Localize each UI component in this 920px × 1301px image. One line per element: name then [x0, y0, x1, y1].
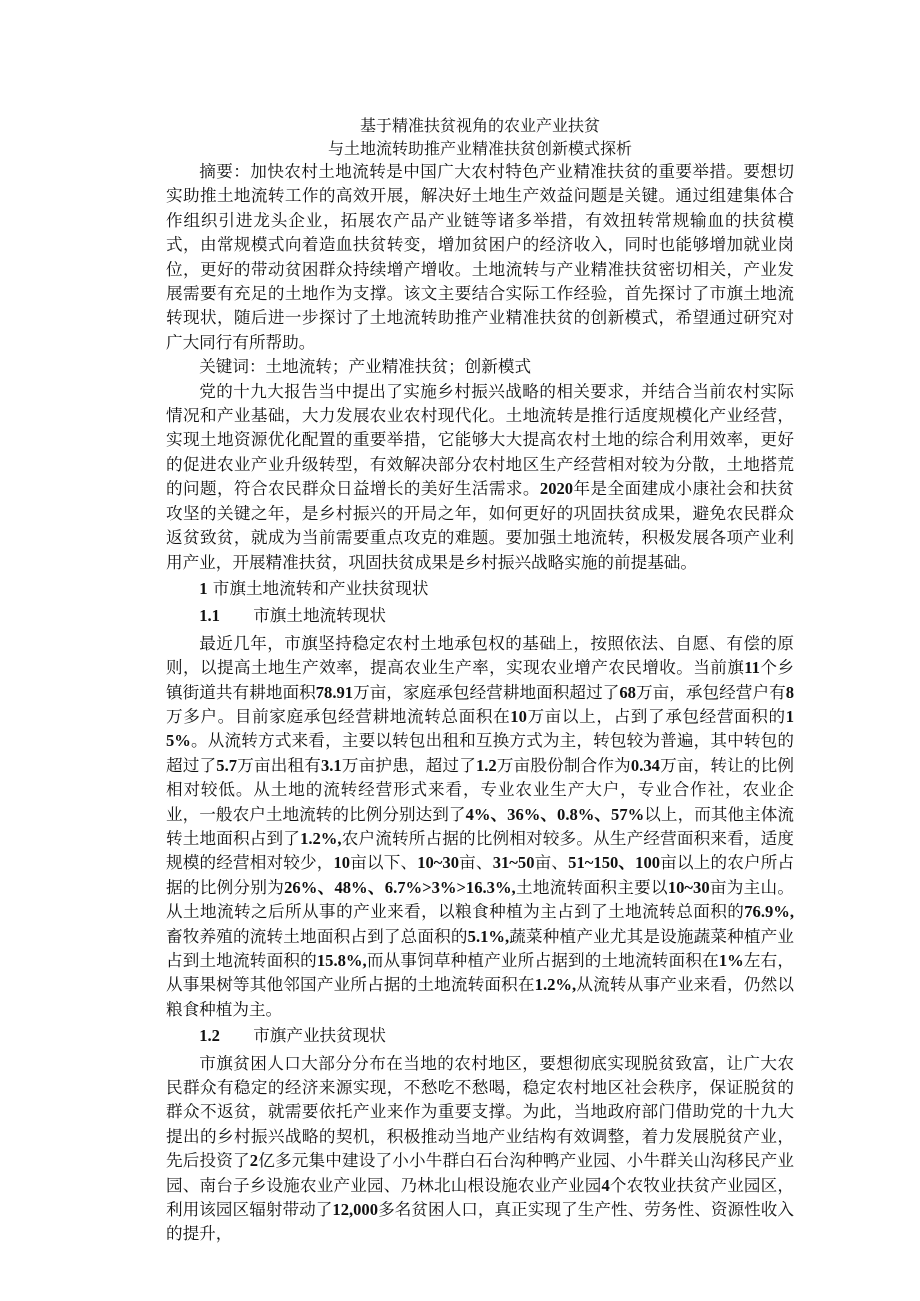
- section-1-1-figure: 1%: [718, 951, 744, 970]
- section-1-title: 市旗土地流转和产业扶贫现状: [212, 578, 429, 598]
- section-1-1-figure: 5.7: [216, 755, 238, 775]
- section-1-1-text: 万亩股份制合作为: [496, 755, 631, 775]
- section-1-1-text: 万亩，承包经营户有: [635, 682, 786, 702]
- section-1-1-figure: 1.2%,: [534, 975, 577, 995]
- section-1-2-text: 个农牧业扶贫产业园区，利用该园区辐射带动了: [166, 1175, 795, 1220]
- section-1-1-heading: [166, 604, 794, 628]
- section-1-1-text: 亩、: [534, 853, 569, 873]
- intro-text-2: 年是全面建成小康社会和扶贫攻坚的关键之年，是乡村振兴的开局之年，如何更好的巩固扶贫成果，避免农民群众返贫致贫，就成为当前需要重点攻克的难题。要加强土地流转，积极发展各项产业利用产业，开展精准扶贫，巩固扶贫成果是乡村振兴战略实施的前提基础。: [166, 479, 795, 572]
- section-1-1-figure: 10: [333, 853, 351, 873]
- section-1-1-text: 亩为主山。从土地流转之后所从事的产业来看，以粮食种植为主占到了土地流转总面积的: [166, 877, 795, 922]
- section-1-1-text: 土地流转面积主要以: [515, 877, 668, 897]
- section-1-2-figure: 4: [601, 1175, 610, 1195]
- section-1-number: 1: [199, 578, 208, 598]
- section-1-1-title: 市旗土地流转现状: [253, 606, 386, 626]
- section-1-1-figure: 8: [785, 682, 795, 702]
- section-1-1-text: 农户流转所占据的比例相对较多。从生产经营面积来看，适度规模的经营相对较少，: [166, 828, 795, 873]
- section-1-1-text: 畜牧养殖的流转土地面积占到了总面积的: [166, 926, 468, 946]
- section-1-1-figure: 3.1: [320, 755, 342, 775]
- section-1-2-figure: 12,000: [332, 1200, 379, 1220]
- section-1-1-figure: 26%、48%、6.7%>3%>16.3%,: [284, 877, 516, 897]
- intro-paragraph: [166, 380, 794, 575]
- section-1-1-text: 万多户。目前家庭承包经营耕地流转总面积在: [166, 706, 511, 726]
- section-1-1-text: 从流转从事产业来看，仍然以粮食种植为主。: [166, 975, 795, 1019]
- document-title-line-2: 与土地流转助推产业精准扶贫创新模式探析: [327, 139, 632, 158]
- section-1-1-text: 亩以下、: [350, 853, 418, 873]
- section-1-1-figure: 31~50: [492, 853, 535, 873]
- section-1-1-figure: 15.8%,: [316, 951, 367, 970]
- intro-year: 2020: [539, 479, 574, 499]
- section-1-1-figure: 78.91: [315, 682, 354, 702]
- section-1-heading: [166, 577, 794, 601]
- section-1-2-text: 市旗贫困人口大部分分布在当地的农村地区，要想彻底实现脱贫致富，让广大农民群众有稳定的经济来源实现，不愁吃不愁喝，稳定农村地区社会秩序，保证脱贫的群众不返贫，就需要依托产业来作为重要支撑。为此，当地政府部门借助党的十九大提出的乡村振兴战略的契机，积极推动当地产业结构有效调整，着力发展脱贫产业，先后投资了: [166, 1053, 794, 1171]
- section-1-2-text: 多名贫困人口，真正实现了生产性、劳务性、资源性收入的提升，: [166, 1200, 795, 1244]
- section-1-1-text: 亩、: [459, 853, 493, 873]
- section-1-1-text: 亩以上的农户所占据的比例分别为: [166, 853, 795, 897]
- section-1-1-text: 。从流转方式来看，主要以转包出租和互换方式为主，转包较为普遍，其中转包的超过了: [166, 731, 794, 775]
- section-1-1-figure: 10~30: [417, 853, 460, 873]
- section-1-1-text: 以上，而其他主体流转土地面积占到了: [166, 804, 795, 848]
- intro-text-1: 党的十九大报告当中提出了实施乡村振兴战略的相关要求，并结合当前农村实际情况和产业基础，大力发展农业农村现代化。土地流转是推行适度规模化产业经营，实现土地资源优化配置的重要举措，它能够大大提高农村土地的综合利用效率，更好的促进农业产业升级转型，有效解决部分农村地区生产经营相对较为分散，土地搭荒的问题，符合农民群众日益增长的美好生活需求。: [166, 381, 794, 499]
- section-1-1-figure: 1.2: [475, 755, 497, 775]
- section-1-1-figure: 5.1%,: [467, 926, 510, 946]
- section-1-1-text: 蔬菜种植产业尤其是设施蔬菜种植产业占到土地流转面积的: [166, 926, 795, 970]
- section-1-1-figure: 1.2%,: [300, 828, 342, 848]
- document-page: [166, 114, 794, 1247]
- section-1-1-figure: 11: [744, 658, 760, 678]
- section-1-1-figure: 10~30: [667, 877, 710, 897]
- section-1-1-figure: 76.9%,: [744, 902, 794, 922]
- section-1-1-figure: 15%: [166, 706, 795, 751]
- section-1-1-figure: 51~150、100: [568, 853, 661, 873]
- section-1-1-text: 左右，从事果树等其他邻国产业所占据的土地流转面积在: [166, 951, 795, 995]
- section-1-2-paragraph: [166, 1052, 794, 1247]
- section-1-1-figure: 4%、36%、0.8%、57%: [465, 804, 645, 824]
- section-1-1-text: 万亩，转让的比例相对较低。从土地的流转经营形式来看，专业农业生产大户，专业合作社，农业企业，一般农户土地流转的比例分别达到了: [166, 755, 795, 824]
- section-1-1-figure: 0.34: [630, 755, 660, 775]
- section-1-2-figure: 2: [249, 1151, 259, 1171]
- section-1-1-text: 万亩以上，占到了承包经营面积的: [526, 706, 786, 726]
- section-1-1-text: 万亩，家庭承包经营耕地面积超过了: [353, 682, 620, 702]
- document-title-line-1: 基于精准扶贫视角的农业产业扶贫: [359, 116, 600, 135]
- section-1-1-text: 个乡镇街道共有耕地面积: [166, 658, 795, 702]
- section-1-2-title: 市旗产业扶贫现状: [253, 1026, 386, 1046]
- section-1-1-number: 1.1: [199, 606, 220, 626]
- keywords-line: 关键词：土地流转；产业精准扶贫；创新模式: [199, 357, 532, 377]
- section-1-2-heading: [166, 1024, 794, 1048]
- section-1-1-text: 万亩护患，超过了: [341, 755, 476, 775]
- section-1-2-text: 亿多元集中建设了小小牛群白石台沟种鸭产业园、小牛群关山沟移民产业园、南台子乡设施农业产业园、乃林北山根设施农业产业园: [166, 1151, 795, 1195]
- section-1-1-paragraph: [166, 632, 794, 1023]
- abstract-paragraph: 摘要：加快农村土地流转是中国广大农村特色产业精准扶贫的重要举措。要想切实助推土地流转工作的高效开展，解决好土地生产效益问题是关键。通过组建集体合作组织引进龙头企业，拓展农产品产业链等诸多举措，有效扭转常规输血的扶贫模式，由常规模式向着造血扶贫转变，增加贫困户的经济收入，同时也能够增加就业岗位，更好的带动贫困群众持续增产增收。土地流转与产业精准扶贫密切相关，产业发展需要有充足的土地作为支撑。该文主要结合实际工作经验，首先探讨了市旗土地流转现状，随后进一步探讨了土地流转助推产业精准扶贫的创新模式，希望通过研究对广大同行有所帮助。: [166, 162, 794, 352]
- section-1-2-number: 1.2: [199, 1026, 220, 1046]
- section-1-1-text: 而从事饲草种植产业所占据到的土地流转面积在: [366, 951, 719, 970]
- section-1-1-figure: 10: [510, 706, 527, 726]
- section-1-1-text: 万亩出租有: [237, 755, 321, 775]
- section-1-1-text: 最近几年，市旗坚持稳定农村土地承包权的基础上，按照依法、自愿、有偿的原则，以提高土地生产效率，提高农业生产率，实现农业增产农民增收。当前旗: [166, 633, 794, 678]
- section-1-1-figure: 68: [619, 682, 636, 702]
